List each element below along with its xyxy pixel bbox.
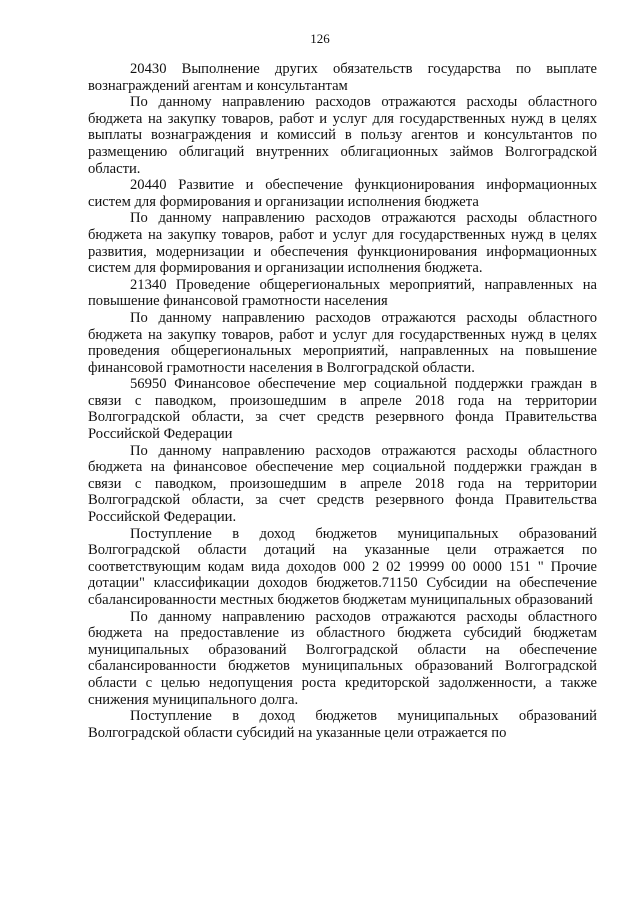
paragraph-56950-heading: 56950 Финансовое обеспечение мер социальной поддержки граждан в связи с паводком, произошедшим в апреле 2018 года на территории Волгоградской области, за счет средств резервного фонда Правительства Российской Федерации xyxy=(88,376,597,443)
paragraph-20440-description: По данному направлению расходов отражаются расходы областного бюджета на закупку товаров, работ и услуг для государственных нужд в целях развития, модернизации и обеспечения функционирования информационных систем для формирования и организации исполнения бюджета. xyxy=(88,210,597,277)
document-body xyxy=(88,61,597,741)
page-number: 126 xyxy=(310,31,330,46)
paragraph-21340-description: По данному направлению расходов отражаются расходы областного бюджета на закупку товаров, работ и услуг для государственных нужд в целях проведения общерегиональных мероприятий, направленных на повышение финансовой грамотности населения в Волгоградской области. xyxy=(88,309,597,376)
paragraph-subsidies-receipt: Поступление в доход бюджетов муниципальных образований Волгоградской области дотаций на указанные цели отражается по соответствующим кодам вида доходов 000 2 02 19999 00 0000 151 " Прочие дотации" классификации доходов бюджетов.71150 Субсидии на обеспечение сбалансированности местных бюджетов бюджетам муниципальных образований xyxy=(88,525,597,608)
paragraph-20430-heading: 20430 Выполнение других обязательств государства по выплате вознаграждений агентам и консультантам xyxy=(88,61,597,94)
paragraph-21340-heading: 21340 Проведение общерегиональных мероприятий, направленных на повышение финансовой грамотности населения xyxy=(88,276,597,310)
paragraph-20430-description: По данному направлению расходов отражаются расходы областного бюджета на закупку товаров, работ и услуг для государственных нужд в целях выплаты вознаграждения и комиссий в пользу агентов и консультантов по размещению облигаций внутренних облигационных займов Волгоградской области. xyxy=(88,94,597,177)
paragraph-20440-heading: 20440 Развитие и обеспечение функционирования информационных систем для формирования и организации исполнения бюджета xyxy=(88,177,597,210)
paragraph-71150-description: По данному направлению расходов отражаются расходы областного бюджета на предоставление из областного бюджета субсидий бюджетам муниципальных образований Волгоградской области на обеспечение сбалансированности бюджетов муниципальных образований Волгоградской области с целью недопущения роста кредиторской задолженности, а также снижения муниципального долга. xyxy=(88,608,597,708)
paragraph-56950-description: По данному направлению расходов отражаются расходы областного бюджета на финансовое обеспечение мер социальной поддержки граждан в связи с паводком, произошедшим в апреле 2018 года на территории Волгоградской области, за счет средств резервного фонда Правительства Российской Федерации. xyxy=(88,442,597,526)
paragraph-subsidies-receipt-continued: Поступление в доход бюджетов муниципальных образований Волгоградской области субсидий на указанные цели отражается по xyxy=(88,708,597,741)
